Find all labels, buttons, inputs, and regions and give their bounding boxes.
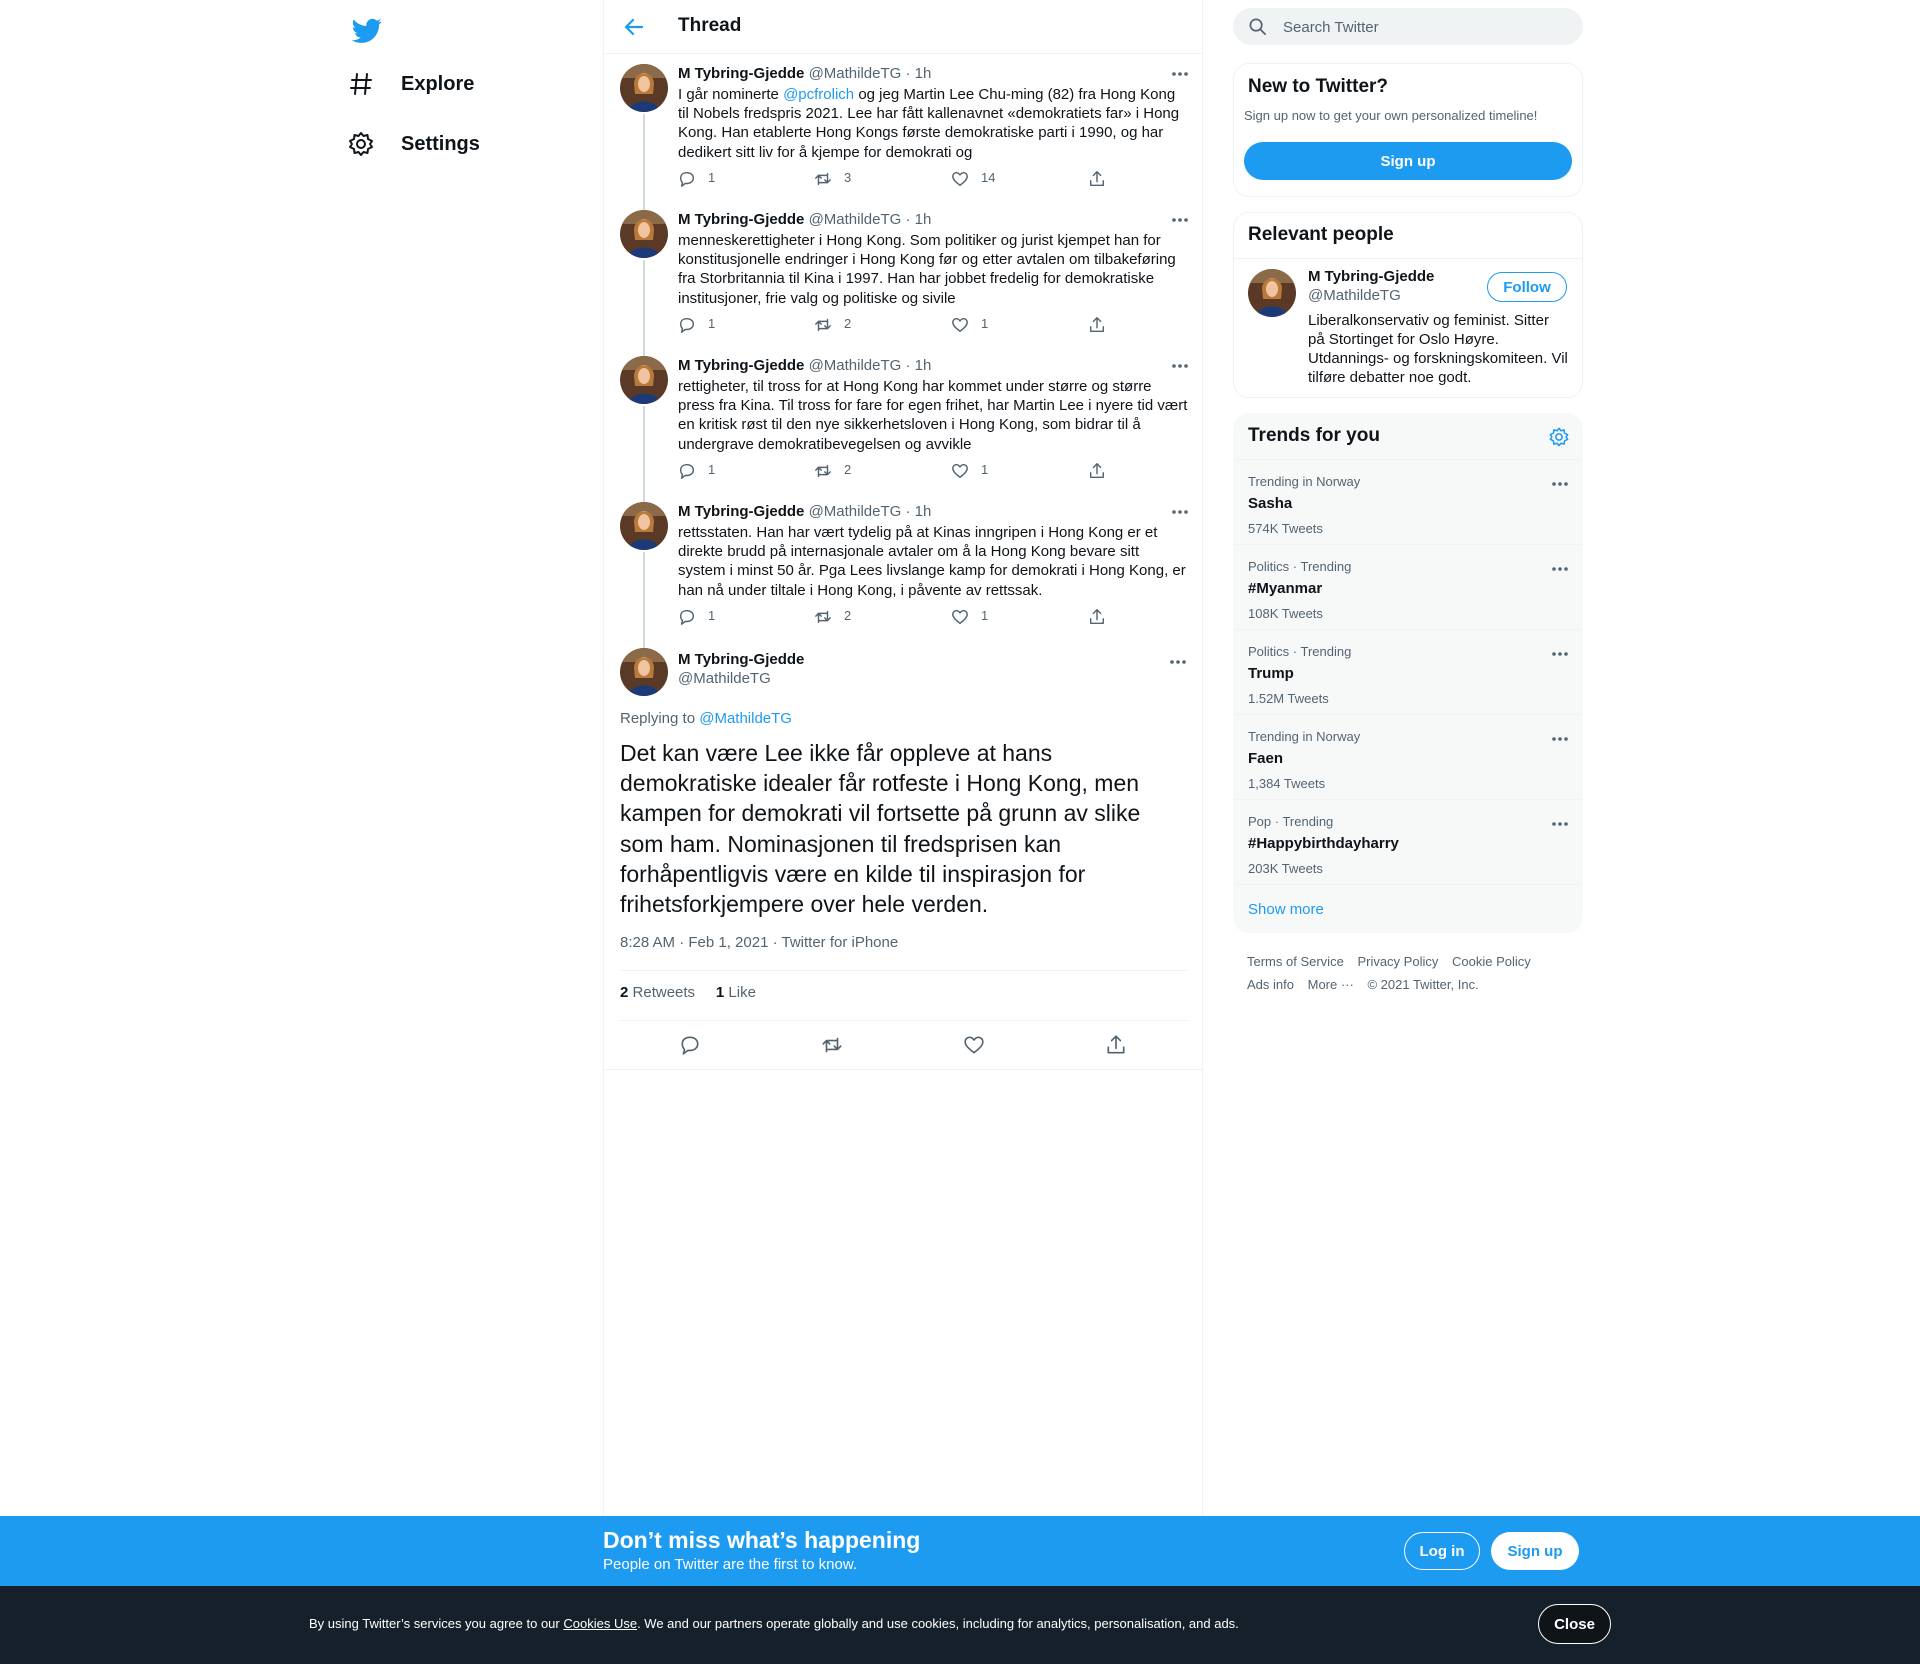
share-button[interactable] [1088, 608, 1106, 626]
reply-count: 1 [708, 461, 716, 477]
like-button[interactable] [951, 316, 988, 334]
thread-column [603, 0, 1203, 1516]
trend-item[interactable] [1234, 629, 1583, 714]
tweet-stats [620, 984, 756, 1001]
author-handle[interactable]: @MathildeTG [808, 503, 902, 520]
tweet-content [678, 210, 1190, 308]
author-name[interactable]: M Tybring-Gjedde [678, 503, 805, 520]
like-button[interactable] [951, 608, 988, 626]
trend-item[interactable] [1234, 459, 1583, 544]
tweet-header [678, 64, 1190, 84]
close-button[interactable]: Close [1538, 1604, 1611, 1644]
thread-tweet-4[interactable] [604, 492, 1204, 638]
heart-icon [951, 316, 969, 334]
person-bio: Liberalkonservativ og feminist. Sitter på Stortinget for Oslo Høyre. Utdannings- og forskningskomiteen. Vil tilføre debatter noe godt. [1308, 312, 1568, 386]
author-name[interactable]: M Tybring-Gjedde [678, 651, 805, 668]
reply-icon [678, 170, 696, 188]
trends-card [1233, 413, 1583, 933]
copyright: © 2021 Twitter, Inc. [1367, 977, 1479, 992]
focused-tweet-actions [620, 1034, 1188, 1056]
cookie-policy-link[interactable]: Cookie Policy [1451, 954, 1531, 969]
retweet-button[interactable] [814, 462, 851, 480]
more-options-icon[interactable] [1170, 64, 1190, 84]
separator-dot: · [905, 503, 911, 520]
follow-button[interactable]: Follow [1487, 272, 1567, 302]
more-options-icon[interactable] [1550, 814, 1570, 834]
tweet-content [678, 64, 1190, 162]
tweet-header [678, 502, 1190, 522]
card-subtitle: Sign up now to get your own personalized timeline! [1244, 108, 1538, 123]
thread-connector [643, 260, 645, 346]
author-handle[interactable]: @MathildeTG [808, 65, 902, 82]
back-arrow-icon[interactable] [620, 13, 648, 41]
like-count: 1 [981, 607, 989, 623]
reply-icon[interactable] [679, 1034, 701, 1056]
tweet-text-part: og jeg Martin Lee Chu-ming (82) fra Hong Kong til Nobels fredspris 2021. Lee har fått kallenavnet «demokratiets far» i Hong Kong. Han etablerte Hong Kongs første demokratiske parti i 1990, og har dedikert sitt liv for å kjempe for demokrati og [678, 86, 1180, 161]
trend-count: 1.52M Tweets [1248, 691, 1329, 706]
trend-count: 203K Tweets [1248, 861, 1323, 876]
search-input[interactable] [1283, 17, 1563, 37]
trend-context: Politics · Trending [1248, 559, 1352, 574]
hashtag-icon [347, 70, 375, 98]
reply-icon [678, 608, 696, 626]
share-button[interactable] [1088, 462, 1106, 480]
mention-link[interactable]: @pcfrolich [783, 86, 855, 103]
more-options-icon[interactable] [1550, 474, 1570, 494]
trend-context: Trending in Norway [1248, 474, 1361, 489]
twitter-bird-icon[interactable] [347, 11, 387, 51]
like-count: 14 [981, 169, 996, 185]
more-options-icon[interactable] [1550, 729, 1570, 749]
trend-context: Pop · Trending [1248, 814, 1334, 829]
retweet-icon [814, 316, 832, 334]
trend-item[interactable] [1234, 714, 1583, 799]
trend-count: 574K Tweets [1248, 521, 1323, 536]
author-handle[interactable]: @MathildeTG [678, 670, 771, 687]
retweet-count: 2 [844, 461, 852, 477]
like-count: 1 [981, 315, 989, 331]
search-icon [1248, 17, 1267, 36]
avatar[interactable] [620, 648, 668, 696]
more-options-icon[interactable] [1170, 210, 1190, 230]
cookie-banner [0, 1586, 1920, 1664]
author-name[interactable]: M Tybring-Gjedde [678, 65, 805, 82]
tweet-header [678, 210, 1190, 230]
tweet-time[interactable]: 1h [914, 65, 932, 82]
trend-name: #Myanmar [1248, 580, 1323, 597]
cookies-use-link[interactable]: Cookies Use [563, 1616, 638, 1631]
tweet-time[interactable]: 1h [914, 357, 932, 374]
trend-context: Trending in Norway [1248, 729, 1361, 744]
like-count: 1 [981, 461, 989, 477]
reply-count: 1 [708, 607, 716, 623]
tweet-text: menneskerettigheter i Hong Kong. Som politiker og jurist kjempet han for konstitusjonelle endringer i Hong Kong før og etter avtalen om tilbakeføring fra Storbritannia til Kina i 1997. Han har jobbet fredelig for demokratiske institusjoner, frie valg og politiske og sivile [678, 232, 1176, 307]
likes-stat[interactable] [716, 984, 756, 1001]
thread-tweet-2[interactable] [604, 200, 1204, 346]
new-to-twitter-card [1233, 63, 1583, 197]
trend-count: 1,384 Tweets [1248, 776, 1326, 791]
tweet-text: rettsstaten. Han har vært tydelig på at Kinas inngripen i Hong Kong er et direkte brudd på internasjonale avtaler om å la Hong Kong bevare sitt system i minst 50 år. Pga Lees livslange kamp for demokrati i Hong Kong, er han nå under tiltale i Hong Kong, i påvente av rettssak. [678, 524, 1186, 599]
divider [1234, 258, 1583, 259]
heart-icon [951, 170, 969, 188]
share-icon [1088, 462, 1106, 480]
person-name[interactable]: M Tybring-Gjedde [1308, 268, 1435, 285]
nav-settings-label: Settings [401, 132, 480, 155]
sign-up-button[interactable]: Sign up [1491, 1532, 1579, 1570]
divider [1234, 884, 1583, 885]
avatar[interactable] [620, 502, 668, 550]
focused-tweet-text: Det kan være Lee ikke får oppleve at hans demokratiske idealer får rotfeste i Hong Kong, men kampen for demokrati vil fortsette på grunn av slike som ham. Nominasjonen til fredsprisen kan forhåpentligvis være en kilde til inspirasjon for frihetsforkjempere over hele verden. [620, 740, 1141, 918]
retweets-stat[interactable] [620, 984, 695, 1001]
search-box[interactable] [1233, 8, 1583, 45]
more-options-icon[interactable] [1170, 356, 1190, 376]
cookie-notice [309, 1616, 1239, 1631]
retweet-icon[interactable] [821, 1034, 843, 1056]
gear-icon [347, 130, 375, 158]
author-name[interactable]: M Tybring-Gjedde [678, 211, 805, 228]
nav-explore-label: Explore [401, 72, 475, 95]
reply-count: 1 [708, 169, 716, 185]
share-icon[interactable] [1105, 1034, 1127, 1056]
thread-tweet-1[interactable] [604, 54, 1204, 200]
share-button[interactable] [1088, 170, 1106, 188]
cookie-text-part: By using Twitter’s services you agree to our [309, 1616, 564, 1631]
gear-icon[interactable] [1548, 426, 1570, 448]
trend-item[interactable] [1234, 544, 1583, 629]
divider [620, 970, 1188, 971]
retweets-count: 2 [620, 984, 629, 1001]
trend-count: 108K Tweets [1248, 606, 1323, 621]
more-options-icon[interactable] [1550, 644, 1570, 664]
separator-dot: · [905, 65, 911, 82]
thread-connector [643, 638, 645, 648]
card-title: New to Twitter? [1248, 76, 1389, 97]
trend-name: Faen [1248, 750, 1284, 767]
like-button[interactable] [951, 462, 988, 480]
tweet-text: rettigheter, til tross for at Hong Kong har kommet under større og større press fra Kina. Til tross for fare for egen frihet, har Martin Lee i nyere tid vært en kritisk røst til den nye sikkerhetsloven i Hong Kong, som bidrar til å undergrave demokratibevegelsen og avvikle [678, 378, 1188, 453]
author-name[interactable]: M Tybring-Gjedde [678, 357, 805, 374]
replying-mention-link[interactable]: @MathildeTG [699, 710, 792, 727]
thread-connector [643, 406, 645, 492]
separator-dot: · [905, 211, 911, 228]
banner-subtitle: People on Twitter are the first to know. [603, 1556, 858, 1573]
author-handle[interactable]: @MathildeTG [808, 357, 902, 374]
reply-icon [678, 316, 696, 334]
ads-info-link[interactable]: Ads info [1247, 977, 1294, 992]
likes-count: 1 [715, 984, 725, 1001]
retweet-button[interactable] [814, 608, 851, 626]
heart-icon [951, 608, 969, 626]
retweet-count: 2 [844, 607, 852, 623]
retweet-count: 2 [844, 315, 852, 331]
tweet-time[interactable]: 1h [914, 211, 932, 228]
tweet-timestamp[interactable]: 8:28 AM · Feb 1, 2021 · Twitter for iPhone [620, 934, 899, 951]
retweet-icon [814, 462, 832, 480]
reply-button[interactable] [678, 462, 715, 480]
reply-button[interactable] [678, 608, 715, 626]
likes-label: Like [728, 984, 756, 1001]
trend-name: Trump [1248, 665, 1294, 682]
retweet-icon [814, 608, 832, 626]
thread-connector [643, 492, 645, 502]
terms-link[interactable]: Terms of Service [1247, 954, 1344, 969]
more-options-icon[interactable] [1550, 559, 1570, 579]
show-more-link[interactable]: Show more [1248, 901, 1324, 918]
log-in-button[interactable]: Log in [1404, 1532, 1480, 1570]
tweet-content [678, 502, 1190, 600]
divider [620, 1020, 1188, 1021]
tweet-actions [678, 462, 1118, 482]
retweets-label: Retweets [632, 984, 696, 1001]
tweet-header [678, 356, 1190, 376]
footer-links [1247, 950, 1567, 996]
banner-title: Don’t miss what’s happening [603, 1527, 921, 1553]
heart-icon[interactable] [963, 1034, 985, 1056]
sign-up-button[interactable]: Sign up [1244, 142, 1572, 180]
signup-banner [0, 1516, 1920, 1586]
thread-connector [643, 114, 645, 200]
retweet-count: 3 [844, 169, 852, 185]
page-title: Thread [678, 15, 742, 36]
tweet-text [678, 85, 1190, 162]
share-icon [1088, 170, 1106, 188]
nav-explore[interactable] [347, 58, 474, 110]
trend-name: Sasha [1248, 495, 1293, 512]
share-icon [1088, 316, 1106, 334]
avatar[interactable] [1248, 269, 1296, 317]
share-button[interactable] [1088, 316, 1106, 334]
more-options-icon[interactable] [1170, 502, 1190, 522]
reply-button[interactable] [678, 316, 715, 334]
tweet-actions [678, 608, 1118, 628]
nav-settings[interactable] [347, 118, 480, 170]
thread-header [604, 0, 1202, 54]
thread-connector [643, 346, 645, 356]
divider [604, 1069, 1204, 1070]
tweet-actions [678, 170, 1118, 190]
share-icon [1088, 608, 1106, 626]
like-button[interactable] [951, 170, 995, 188]
replying-to [620, 710, 792, 727]
replying-label: Replying to [620, 710, 700, 727]
heart-icon [951, 462, 969, 480]
retweet-icon [814, 170, 832, 188]
retweet-button[interactable] [814, 316, 851, 334]
trend-item[interactable] [1234, 799, 1583, 884]
avatar[interactable] [620, 356, 668, 404]
retweet-button[interactable] [814, 170, 851, 188]
relevant-people-card [1233, 212, 1583, 398]
reply-icon [678, 462, 696, 480]
thread-connector [643, 200, 645, 210]
trend-name: #Happybirthdayharry [1248, 835, 1399, 852]
card-title: Trends for you [1248, 425, 1380, 446]
avatar[interactable] [620, 210, 668, 258]
tweet-text-part: I går nominerte [678, 86, 784, 103]
tweet-time[interactable]: 1h [914, 503, 932, 520]
tweet-content [678, 356, 1190, 454]
thread-connector [643, 552, 645, 638]
card-title: Relevant people [1248, 224, 1394, 245]
author-handle[interactable]: @MathildeTG [808, 211, 902, 228]
avatar[interactable] [620, 64, 668, 112]
reply-button[interactable] [678, 170, 715, 188]
more-link[interactable]: More ··· [1307, 977, 1354, 992]
separator-dot: · [905, 357, 911, 374]
reply-count: 1 [708, 315, 716, 331]
trend-context: Politics · Trending [1248, 644, 1352, 659]
more-options-icon[interactable] [1168, 652, 1188, 672]
person-handle[interactable]: @MathildeTG [1308, 287, 1401, 304]
cookie-text-part: . We and our partners operate globally and use cookies, including for analytics, personalisation, and ads. [637, 1616, 1239, 1631]
tweet-actions [678, 316, 1118, 336]
thread-tweet-3[interactable] [604, 346, 1204, 492]
privacy-link[interactable]: Privacy Policy [1357, 954, 1439, 969]
